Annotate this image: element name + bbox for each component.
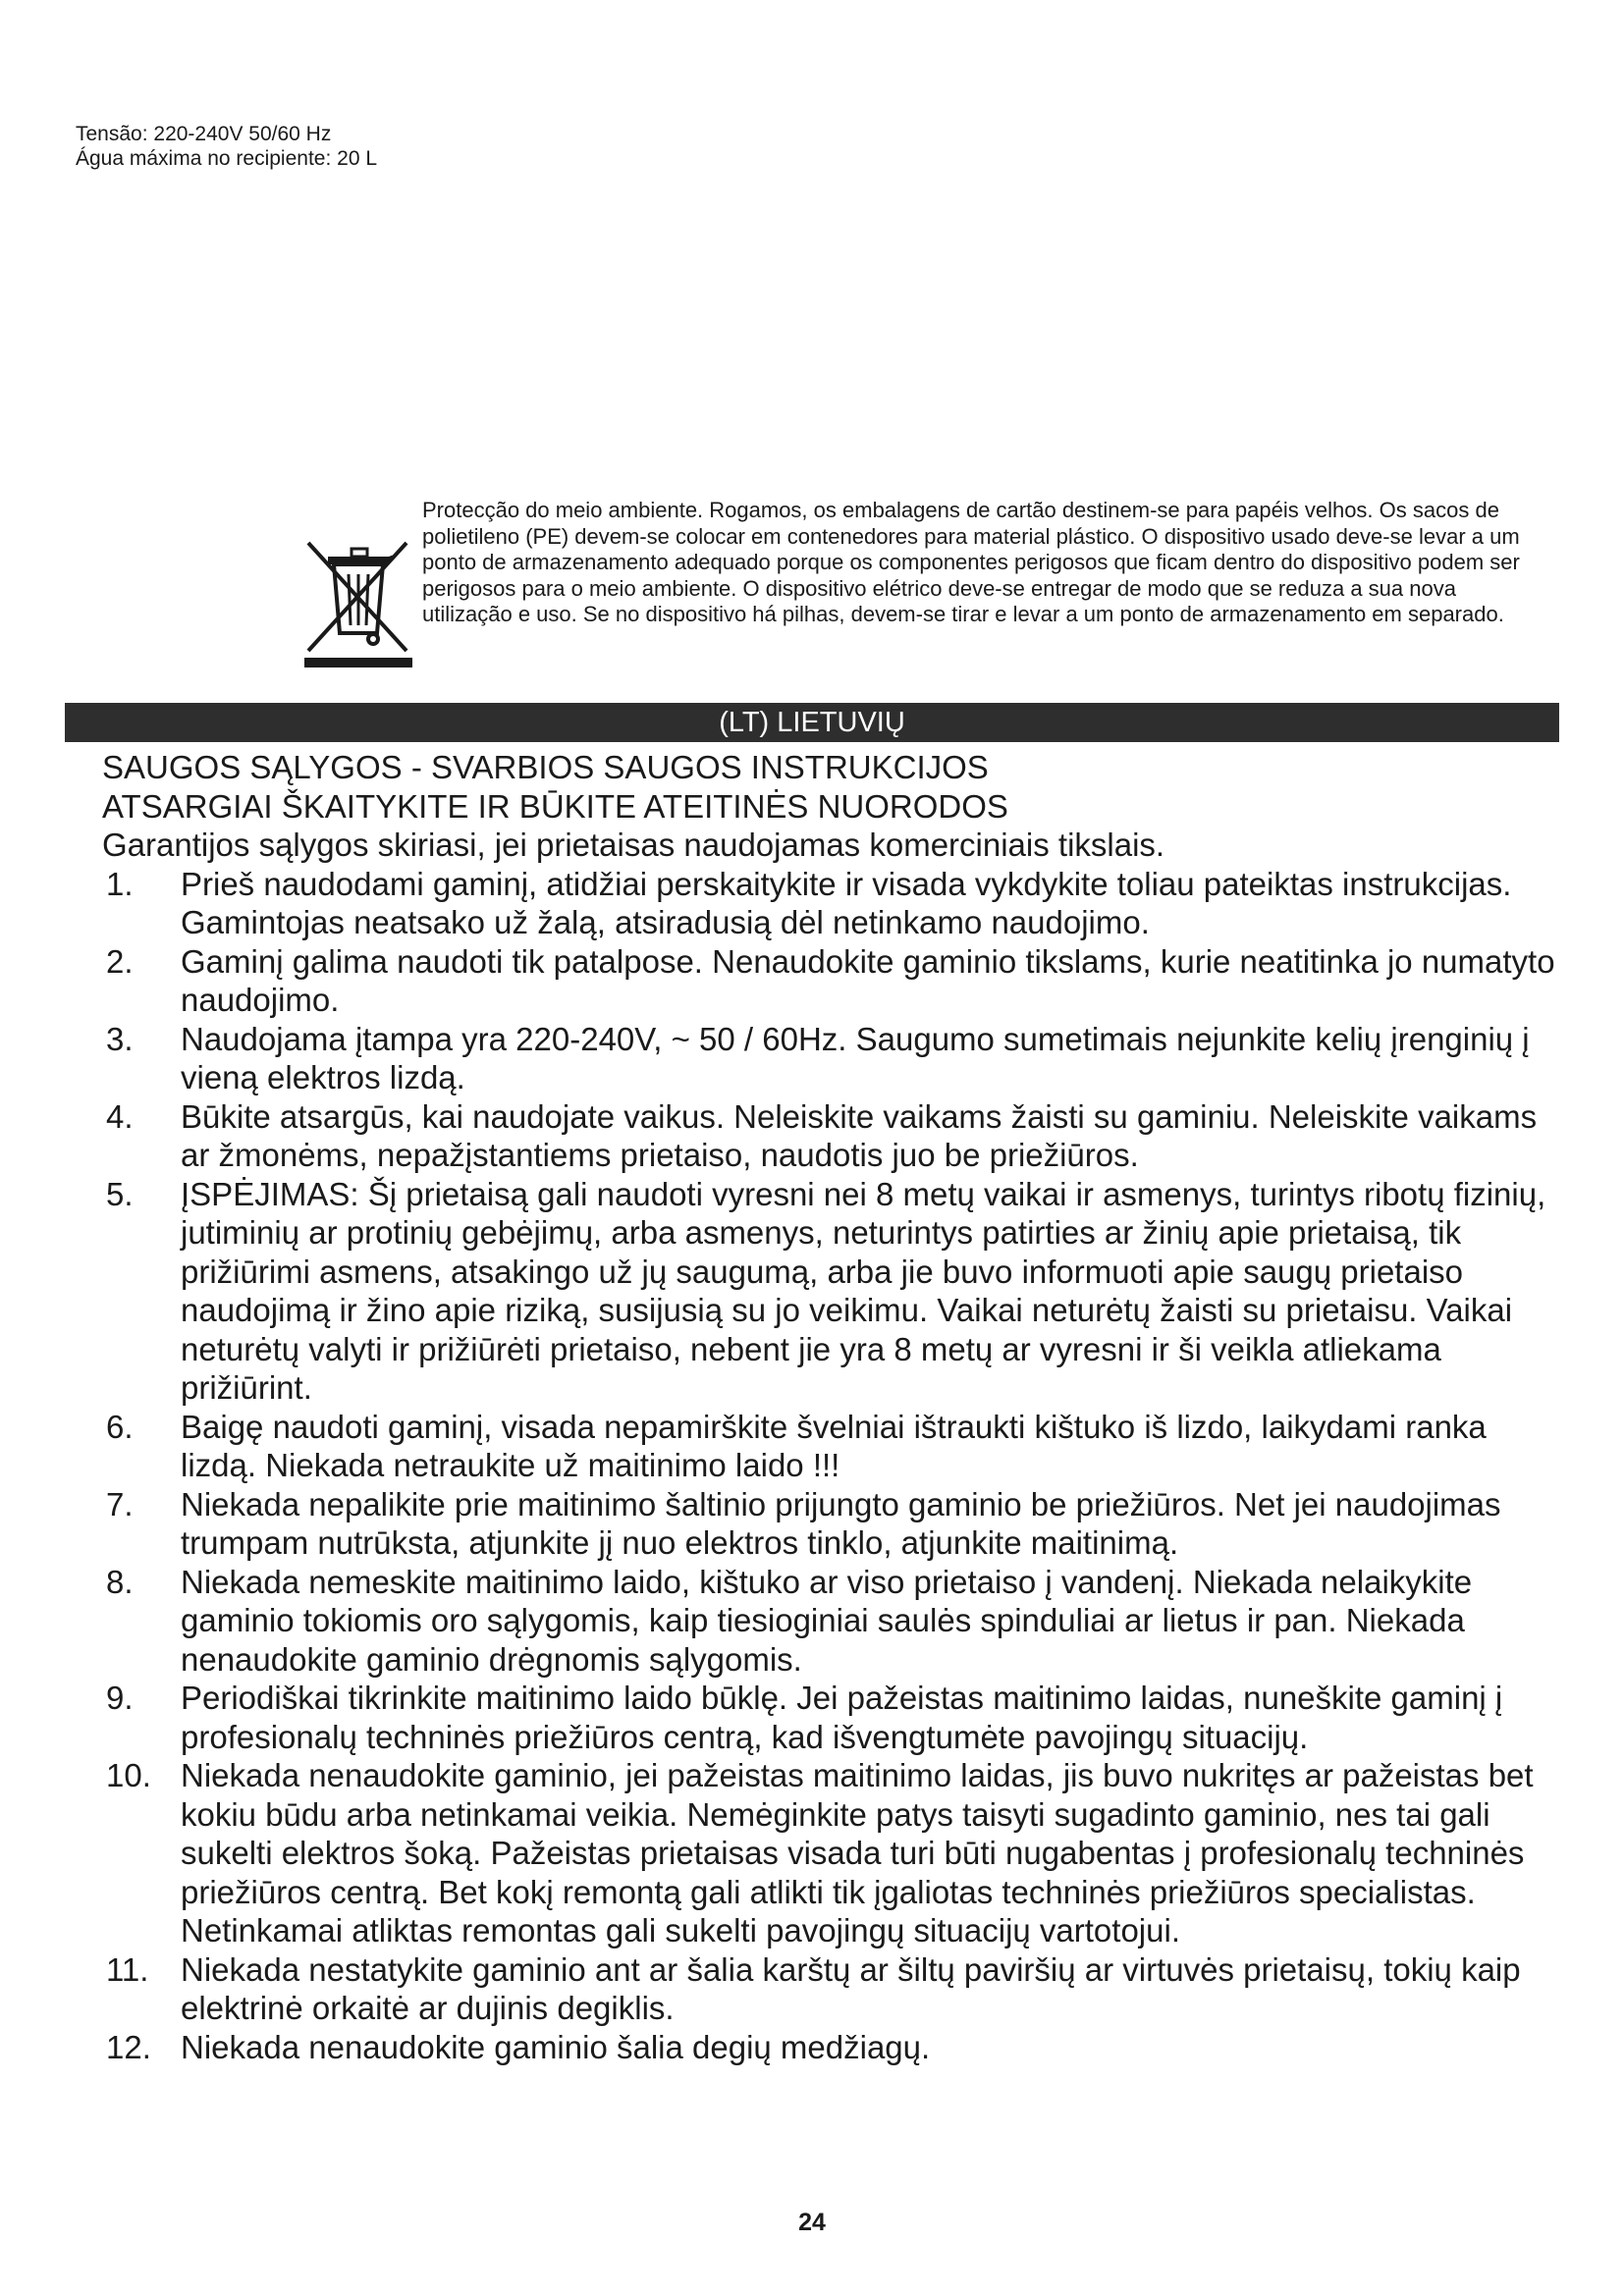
safety-list [102,865,1565,2067]
item-text: Būkite atsargūs, kai naudojate vaikus. Neleiskite vaikams žaisti su gaminiu. Neleiskite vaikams ar žmonėms, nepažįstantiems prietaiso, naudotis juo be priežiūros. [181,1097,1538,1173]
item-number: 6. [106,1408,134,1445]
list-item [102,865,1565,942]
item-number: 4. [106,1097,134,1135]
item-number: 3. [106,1020,134,1057]
item-text: Naudojama įtampa yra 220-240V, ~ 50 / 60Hz. Saugumo sumetimais nejunkite kelių įrenginių į vieną elektros lizdą. [181,1020,1530,1095]
safety-heading-1: SAUGOS SĄLYGOS - SVARBIOS SAUGOS INSTRUKCIJOS [102,749,989,785]
list-item [102,942,1565,1020]
item-text: Periodiškai tikrinkite maitinimo laido būklę. Jei pažeistas maitinimo laidas, nuneškite gaminį į profesionalų techninės priežiūros centrą, kad išvengtumėte pavojingų situacijų. [181,1680,1503,1755]
item-number: 9. [106,1680,134,1716]
list-item [102,1950,1565,2028]
item-text: Niekada nenaudokite gaminio šalia degių medžiagų. [181,2028,931,2065]
item-text: Niekada nestatykite gaminio ant ar šalia karštų ar šiltų paviršių ar virtuvės prietaisų, tokių kaip elektrinė orkaitė ar dujinis degiklis. [181,1950,1521,2026]
list-item [102,1485,1565,1563]
max-water-spec: Água máxima no recipiente: 20 L [76,147,378,170]
list-item [102,1097,1565,1175]
page-number: 24 [798,2209,826,2236]
item-number: 8. [106,1563,134,1600]
voltage-spec: Tensão: 220-240V 50/60 Hz [76,123,332,145]
list-item [102,1756,1565,1950]
item-number: 10. [106,1757,151,1793]
item-text: Niekada nemeskite maitinimo laido, kištuko ar viso prietaiso į vandenį. Niekada nelaikykite gaminio tokiomis oro sąlygomis, kaip tiesioginiai saulės spinduliai ar lietus ir pan. Niekada nenaudokite gaminio drėgnomis sąlygomis. [181,1563,1473,1678]
list-item [102,1020,1565,1097]
list-item [102,1563,1565,1680]
list-item [102,1679,1565,1756]
list-item [102,2028,1565,2067]
item-number: 12. [106,2028,151,2065]
item-text: Baigę naudoti gaminį, visada nepamirškite švelniai ištraukti kištuko iš lizdo, laikydami ranka lizdą. Niekada netraukite už maitinimo laido !!! [181,1408,1487,1483]
item-number: 7. [106,1485,134,1522]
item-number: 2. [106,942,134,980]
item-text: Gaminį galima naudoti tik patalpose. Nenaudokite gaminio tikslams, kurie neatitinka jo numatyto naudojimo. [181,942,1555,1018]
language-header: (LT) LIETUVIŲ [65,703,1559,742]
item-number: 11. [106,1950,149,1988]
item-text: Niekada nenaudokite gaminio, jei pažeistas maitinimo laidas, jis buvo nukritęs ar pažeistas bet kokiu būdu arba netinkamai veikia. Nemėginkite patys taisyti sugadinto gaminio, nes tai gali sukelti elektros šoką. Pažeistas prietaisas visada turi būti nugabentas į profesionalų techninės priežiūros centrą. Bet kokį remontą gali atlikti tik įgaliotas techninės priežiūros specialistas. Netinkamai atliktas remontas gali sukelti pavojingų situacijų vartotojui. [181,1757,1534,1949]
item-text: Niekada nepalikite prie maitinimo šaltinio prijungto gaminio be priežiūros. Net jei naudojimas trumpam nutrūksta, atjunkite jį nuo elektros tinklo, atjunkite maitinimą. [181,1485,1501,1561]
safety-instructions [102,748,1565,2066]
spec-block [76,122,377,171]
item-number: 1. [106,865,134,902]
item-number: 5. [106,1175,134,1212]
item-text: ĮSPĖJIMAS: Šį prietaisą gali naudoti vyresni nei 8 metų vaikai ir asmenys, turintys ribotų fizinių, jutiminių ar protinių gebėjimų, arba asmenys, neturintys patirties ar žinių apie prietaisą, tik prižiūrimi asmens, atsakingo už jų saugumą, arba jie buvo informuoti apie saugų prietaiso naudojimą ir žino apie riziką, susijusią su jo veikimu. Vaikai neturėtų žaisti su prietaisu. Vaikai neturėtų valyti ir prižiūrėti prietaiso, nebent jie yra 8 metų ar vyresni ir ši veikla atliekama prižiūrint. [181,1175,1546,1406]
crossed-out-wheelie-bin-icon [304,535,412,667]
list-item [102,1175,1565,1408]
warranty-note: Garantijos sąlygos skiriasi, jei prietaisas naudojamas komerciniais tikslais. [102,827,1165,863]
environment-text: Protecção do meio ambiente. Rogamos, os embalagens de cartão destinem-se para papéis velhos. Os sacos de polietileno (PE) devem-se colocar em contenedores para material plástico. O dispositivo usado deve-se levar a um ponto de armazenamento adequado porque os componentes perigosos que ficam dentro do dispositivo podem ser perigosos para o meio ambiente. O dispositivo elétrico deve-se entregar de modo que se reduza a sua nova utilização e uso. Se no dispositivo há pilhas, devem-se tirar e levar a um ponto de armazenamento em separado. [422,498,1520,626]
list-item [102,1408,1565,1485]
safety-heading-2: ATSARGIAI ŠKAITYKITE IR BŪKITE ATEITINĖS NUORODOS [102,787,1008,825]
item-text: Prieš naudodami gaminį, atidžiai perskaitykite ir visada vykdykite toliau pateiktas instrukcijas. Gamintojas neatsako už žalą, atsiradusią dėl netinkamo naudojimo. [181,865,1512,940]
